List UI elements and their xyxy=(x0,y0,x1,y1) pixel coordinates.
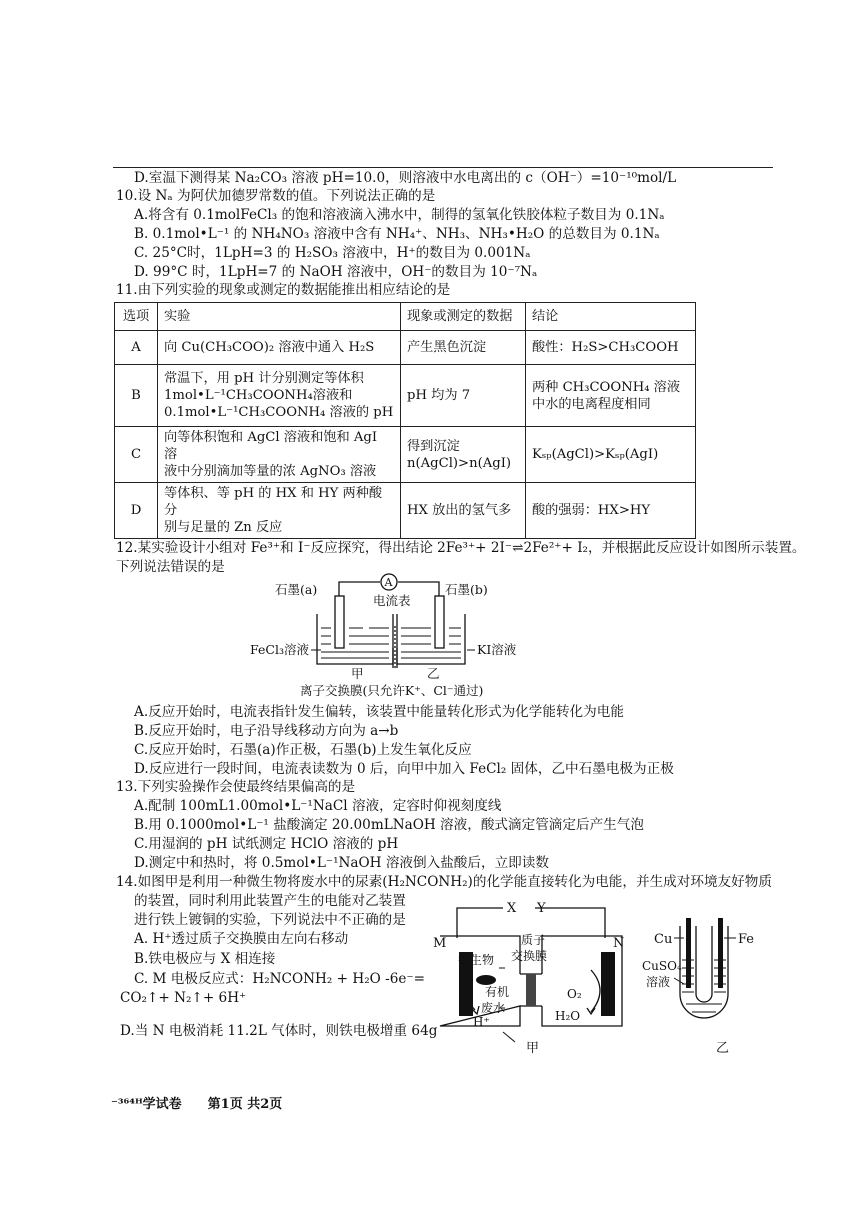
cell-line: 常温下，用 pH 计分别测定等体积 xyxy=(164,371,364,386)
table-row xyxy=(115,365,696,427)
table-cell xyxy=(526,331,696,365)
cell-line: 酸性：H₂S>CH₃COOH xyxy=(532,340,679,355)
cell-line: pH 均为 7 xyxy=(407,388,471,403)
cell-line: Kₛₚ(AgCl)>Kₛₚ(AgI) xyxy=(532,447,659,462)
page-footer: ⁻³⁶⁴ᴴ学试卷 第1页 共2页 xyxy=(111,1097,283,1112)
arrow-o2 xyxy=(591,970,600,1012)
q12-option-d: D.反应进行一段时间，电流表读数为 0 后，向甲中加入 FeCl₂ 固体，乙中石墨电极为正极 xyxy=(134,761,674,777)
cell-line: 产生黑色沉淀 xyxy=(407,340,487,355)
table-cell xyxy=(401,331,526,365)
cell-line: 等体积、等 pH 的 HX 和 HY 两种酸分 xyxy=(164,486,383,518)
q14-stem-3: 进行铁上镀铜的实验，下列说法中不正确的是 xyxy=(134,912,406,928)
table-cell xyxy=(158,365,401,427)
cell-line: HX 放出的氢气多 xyxy=(407,503,512,518)
q12-option-c: C.反应开始时，石墨(a)作正极，石墨(b)上发生氧化反应 xyxy=(134,742,472,758)
table-row xyxy=(115,483,696,539)
q11-stem: 11.由下列实验的现象或测定的数据能推出相应结论的是 xyxy=(116,282,451,298)
leader-cuso4 xyxy=(674,978,684,984)
cell-line: 得到沉淀 xyxy=(407,438,460,454)
solution-right-hatch xyxy=(401,628,461,658)
label-left-solution: FeCl₃溶液 xyxy=(250,642,309,657)
label-organic-2: 废水 xyxy=(481,1001,506,1015)
q10-option-c: C. 25°C时，1LpH=3 的 H₂SO₃ 溶液中，H⁺的数目为 0.001Nₐ xyxy=(134,245,531,261)
label-hplus: H⁺ xyxy=(473,1015,490,1029)
table-cell xyxy=(526,427,696,483)
label-yi-14: 乙 xyxy=(716,1041,730,1056)
electrode-n xyxy=(601,952,615,1016)
cell-line: 1mol•L⁻¹CH₃COONH₄溶液和 xyxy=(164,388,353,403)
cell-line: 别与足量的 Zn 反应 xyxy=(164,520,283,535)
q13-option-b: B.用 0.1000mol•L⁻¹ 盐酸滴定 20.00mLNaOH 溶液，酸式滴定管滴定后产生气泡 xyxy=(134,817,644,833)
table-header: 结论 xyxy=(526,303,696,331)
label-right-solution: KI溶液 xyxy=(477,642,517,657)
label-jia: 甲 xyxy=(351,666,364,681)
solution-left-hatch xyxy=(321,628,389,658)
q12-stem-2: 下列说法错误的是 xyxy=(116,559,225,575)
q14-stem: 14.如图甲是利用一种微生物将废水中的尿素(H₂NCONH₂)的化学能直接转化为电能，并生成对环境友好物质 xyxy=(116,874,772,890)
q11-table xyxy=(114,302,696,539)
cell-line: 酸的强弱：HX>HY xyxy=(532,503,651,518)
table-cell: D xyxy=(115,483,158,539)
label-yi: 乙 xyxy=(427,666,440,681)
u-tube-inner xyxy=(696,926,712,1002)
cell-line: 两种 CH₃COONH₄ 溶液 xyxy=(532,379,681,395)
q10-option-d: D. 99°C 时，1LpH=7 的 NaOH 溶液中，OH⁻的数目为 10⁻⁷Nₐ xyxy=(134,264,538,280)
label-microbe: 微生物 xyxy=(458,953,495,967)
label-organic-1: 有机 xyxy=(485,985,510,999)
q13-option-a: A.配制 100mL1.00mol•L⁻¹NaCl 溶液，定容时仰视刻度线 xyxy=(134,798,502,814)
q10-stem: 10.设 Nₐ 为阿伏加德罗常数的值。下列说法正确的是 xyxy=(116,188,436,204)
electrode-b xyxy=(435,596,444,648)
label-membrane-1: 质子 xyxy=(521,933,546,947)
label-n: N xyxy=(613,936,625,951)
cell-line: 中水的电离程度相同 xyxy=(532,396,651,412)
label-h2o: H₂O xyxy=(555,1009,581,1023)
microbe-icon xyxy=(476,975,496,985)
beaker-left xyxy=(317,614,393,664)
q13-stem: 13.下列实验操作会使最终结果偏高的是 xyxy=(116,779,356,795)
q14-option-b: B.铁电极应与 X 相连接 xyxy=(134,951,276,967)
table-cell xyxy=(526,483,696,539)
electrode-cu xyxy=(686,918,691,988)
table-cell: B xyxy=(115,365,158,427)
cell-line: 向等体积饱和 AgCl 溶液和饱和 AgI 溶 xyxy=(164,430,378,462)
table-header-row xyxy=(115,303,696,331)
ammeter-symbol: A xyxy=(384,576,393,589)
label-membrane: 离子交换膜(只允许K⁺、Cl⁻通过) xyxy=(300,683,484,698)
label-solution: 溶液 xyxy=(646,975,671,989)
table-header: 现象或测定的数据 xyxy=(401,303,526,331)
label-x: X xyxy=(507,901,517,916)
label-jia-14: 甲 xyxy=(526,1041,540,1056)
cell-line: n(AgCl)>n(AgI) xyxy=(407,455,512,471)
cell-line: 0.1mol•L⁻¹CH₃COONH₄ 溶液的 pH xyxy=(164,405,394,420)
table-row xyxy=(115,427,696,483)
q13-option-d: D.测定中和热时，将 0.5mol•L⁻¹NaOH 溶液倒入盐酸后，立即读数 xyxy=(134,855,549,871)
fuel-cell-figure xyxy=(425,898,640,1058)
table-cell xyxy=(401,365,526,427)
table-cell xyxy=(401,427,526,483)
q13-option-c: C.用湿润的 pH 试纸测定 HClO 溶液的 pH xyxy=(134,836,399,852)
galvanic-cell-figure xyxy=(245,572,535,702)
table-cell xyxy=(158,427,401,483)
q12-stem: 12.某实验设计小组对 Fe³⁺和 I⁻反应探究，得出结论 2Fe³⁺+ 2I⁻⇌2Fe²⁺+ I₂，并根据此反应设计如图所示装置。 xyxy=(116,540,806,556)
label-membrane-2: 交换膜 xyxy=(511,949,548,963)
table-row xyxy=(115,331,696,365)
label-y: Y xyxy=(537,901,546,916)
q14-option-c: C. M 电极反应式：H₂NCONH₂ + H₂O -6e⁻= xyxy=(134,971,425,987)
proton-membrane xyxy=(526,974,536,1006)
q14-option-c-2: CO₂↑+ N₂↑+ 6H⁺ xyxy=(120,990,247,1006)
label-ammeter: 电流表 xyxy=(373,593,411,608)
table-cell xyxy=(526,365,696,427)
table-cell xyxy=(158,483,401,539)
label-fe: Fe xyxy=(738,932,755,947)
table-header: 选项 xyxy=(115,303,158,331)
leader-jia xyxy=(503,1032,515,1042)
label-o2: O₂ xyxy=(567,987,582,1001)
cell-line: 液中分别滴加等量的浓 AgNO₃ 溶液 xyxy=(164,464,377,479)
q10-option-b: B. 0.1mol•L⁻¹ 的 NH₄NO₃ 溶液中含有 NH₄⁺、NH₃、NH₃•H₂O 的总数目为 0.1Nₐ xyxy=(134,226,660,242)
q14-option-d: D.当 N 电极消耗 11.2L 气体时，则铁电极增重 64g xyxy=(120,1023,438,1039)
table-cell: A xyxy=(115,331,158,365)
beaker-right xyxy=(397,614,465,664)
q12-option-b: B.反应开始时，电子沿导线移动方向为 a→b xyxy=(134,723,399,739)
cell-line: 向 Cu(CH₃COO)₂ 溶液中通入 H₂S xyxy=(164,340,375,355)
q14-option-a: A. H⁺透过质子交换膜由左向右移动 xyxy=(134,931,349,947)
electrode-a xyxy=(335,596,344,648)
electroplating-figure xyxy=(640,908,790,1056)
q10-option-a: A.将含有 0.1molFeCl₃ 的饱和溶液滴入沸水中，制得的氢氧化铁胶体粒子数目为 0.1Nₐ xyxy=(134,207,665,223)
q14-stem-2: 的装置，同时利用此装置产生的电能对乙装置 xyxy=(134,893,406,909)
label-cuso4: CuSO₄ xyxy=(642,959,682,973)
table-cell xyxy=(158,331,401,365)
label-cu: Cu xyxy=(654,932,673,947)
table-header: 实验 xyxy=(158,303,401,331)
header-rule xyxy=(113,167,773,168)
table-cell: C xyxy=(115,427,158,483)
table-cell xyxy=(401,483,526,539)
q12-option-a: A.反应开始时，电流表指针发生偏转，该装置中能量转化形式为化学能转化为电能 xyxy=(134,704,624,720)
label-graphite-b: 石墨(b) xyxy=(445,582,488,597)
label-graphite-a: 石墨(a) xyxy=(275,582,318,597)
electrode-fe xyxy=(718,918,723,988)
q9-option-d: D.室温下测得某 Na₂CO₃ 溶液 pH=10.0，则溶液中水电离出的 c（OH⁻）=10⁻¹⁰mol/L xyxy=(134,170,677,186)
label-m: M xyxy=(433,936,447,951)
